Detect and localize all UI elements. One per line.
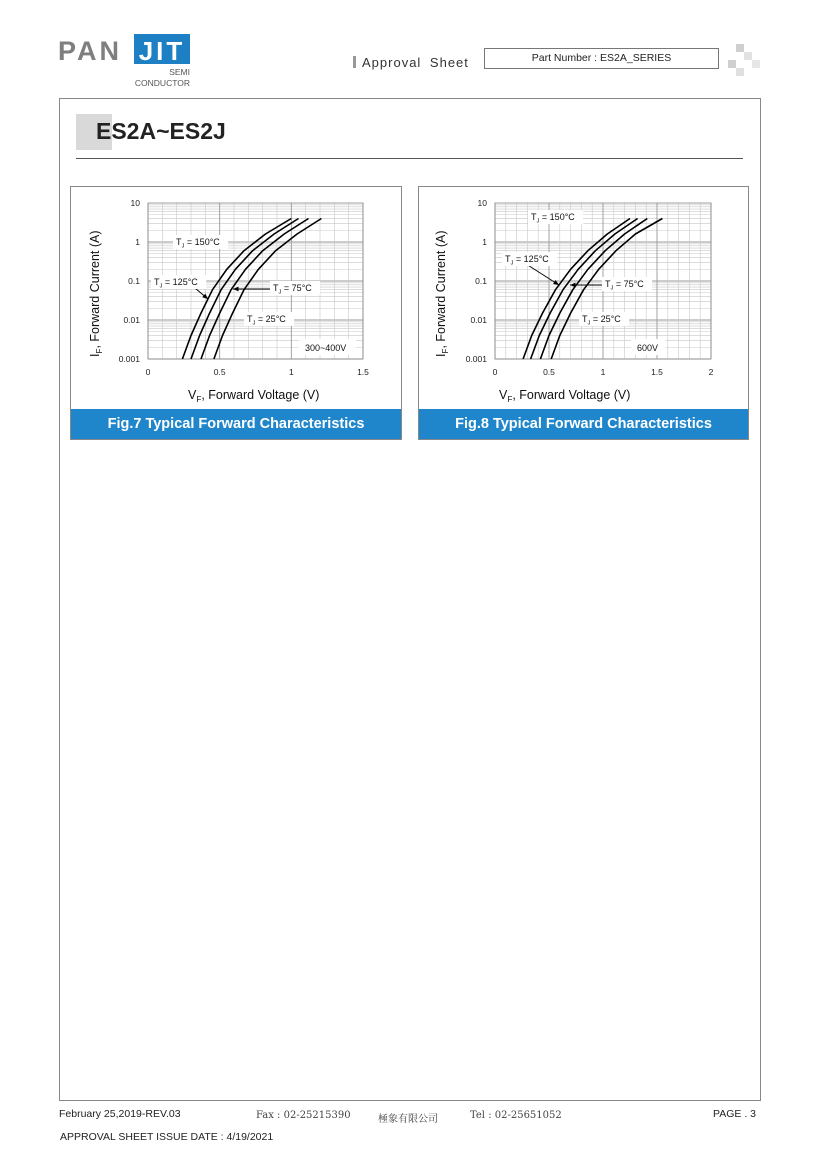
checker-square bbox=[752, 60, 760, 68]
y-tick-label: 1 bbox=[482, 237, 487, 247]
chart-fig7-caption: Fig.7 Typical Forward Characteristics bbox=[71, 409, 401, 439]
footer-date-revision: February 25,2019-REV.03 bbox=[59, 1108, 181, 1120]
voltage-note bbox=[299, 339, 356, 355]
y-tick-label: 0.001 bbox=[465, 354, 487, 364]
y-axis-label: $I_F$, Forward Current (A) bbox=[434, 230, 451, 357]
voltage-note bbox=[631, 339, 665, 355]
x-tick-label: 1 bbox=[600, 367, 606, 377]
document-title: ES2A~ES2J bbox=[96, 118, 226, 144]
footer-fax: Fax : 02-25215390 bbox=[256, 1110, 351, 1121]
series-label-0: $T_J = 150^\circ C$ bbox=[176, 237, 220, 250]
chart-fig8-plot bbox=[419, 187, 750, 411]
series-label-3: $T_J = 25^\circ C$ bbox=[247, 314, 286, 327]
logo-pan-text: PAN bbox=[58, 36, 123, 66]
y-tick-label: 0.1 bbox=[475, 276, 487, 286]
y-tick-label: 0.1 bbox=[128, 276, 140, 286]
approval-sheet-title: Approval Sheet bbox=[362, 55, 469, 70]
series-label-2: $T_J = 75^\circ C$ bbox=[273, 283, 312, 296]
logo-semi-text: SEMI bbox=[169, 67, 190, 77]
checker-square bbox=[728, 60, 736, 68]
x-tick-label: 2 bbox=[708, 367, 714, 377]
x-tick-label: 0.5 bbox=[543, 367, 555, 377]
x-tick-label: 1.5 bbox=[357, 367, 369, 377]
x-tick-label: 0 bbox=[492, 367, 498, 377]
title-divider bbox=[76, 158, 743, 159]
voltage-note-text: 600V bbox=[637, 343, 659, 353]
logo-conductor-text: CONDUCTOR bbox=[134, 78, 190, 88]
series-label-1: $T_J = 125^\circ C$ bbox=[154, 277, 198, 290]
x-tick-label: 1 bbox=[288, 367, 294, 377]
chart-fig8 bbox=[418, 186, 749, 440]
x-tick-label: 0 bbox=[145, 367, 151, 377]
footer-issue-date: APPROVAL SHEET ISSUE DATE : 4/19/2021 bbox=[60, 1131, 274, 1143]
y-tick-label: 10 bbox=[130, 198, 140, 208]
footer-page-number: PAGE . 3 bbox=[713, 1108, 756, 1120]
checker-square bbox=[736, 68, 744, 76]
approval-marker bbox=[353, 56, 356, 68]
part-number-box: Part Number : ES2A_SERIES bbox=[484, 48, 719, 69]
logo-jit-text: JIT bbox=[138, 36, 186, 66]
checker-square bbox=[736, 44, 744, 52]
checker-square bbox=[744, 52, 752, 60]
footer-company: 極象有限公司 bbox=[378, 1114, 438, 1125]
y-tick-label: 0.01 bbox=[470, 315, 487, 325]
chart-fig8-caption: Fig.8 Typical Forward Characteristics bbox=[419, 409, 748, 439]
footer-tel: Tel : 02-25651052 bbox=[470, 1110, 562, 1121]
series-label-3: $T_J = 25^\circ C$ bbox=[582, 314, 621, 327]
y-tick-label: 0.001 bbox=[118, 354, 140, 364]
y-tick-label: 0.01 bbox=[123, 315, 140, 325]
x-axis-label: $V_F$, Forward Voltage (V) bbox=[188, 388, 320, 405]
y-tick-label: 1 bbox=[135, 237, 140, 247]
series-label-0: $T_J = 150^\circ C$ bbox=[531, 212, 575, 225]
x-tick-label: 0.5 bbox=[213, 367, 226, 377]
y-tick-label: 10 bbox=[477, 198, 487, 208]
series-label-2: $T_J = 75^\circ C$ bbox=[605, 279, 644, 292]
y-axis-label: $I_F$, Forward Current (A) bbox=[88, 230, 105, 357]
chart-fig7-plot bbox=[71, 187, 403, 411]
x-tick-label: 1.5 bbox=[651, 367, 663, 377]
series-label-1: $T_J = 125^\circ C$ bbox=[505, 254, 549, 267]
x-axis-label: $V_F$, Forward Voltage (V) bbox=[499, 388, 631, 405]
voltage-note-text: 300~400V bbox=[305, 343, 347, 353]
chart-fig7 bbox=[70, 186, 402, 440]
